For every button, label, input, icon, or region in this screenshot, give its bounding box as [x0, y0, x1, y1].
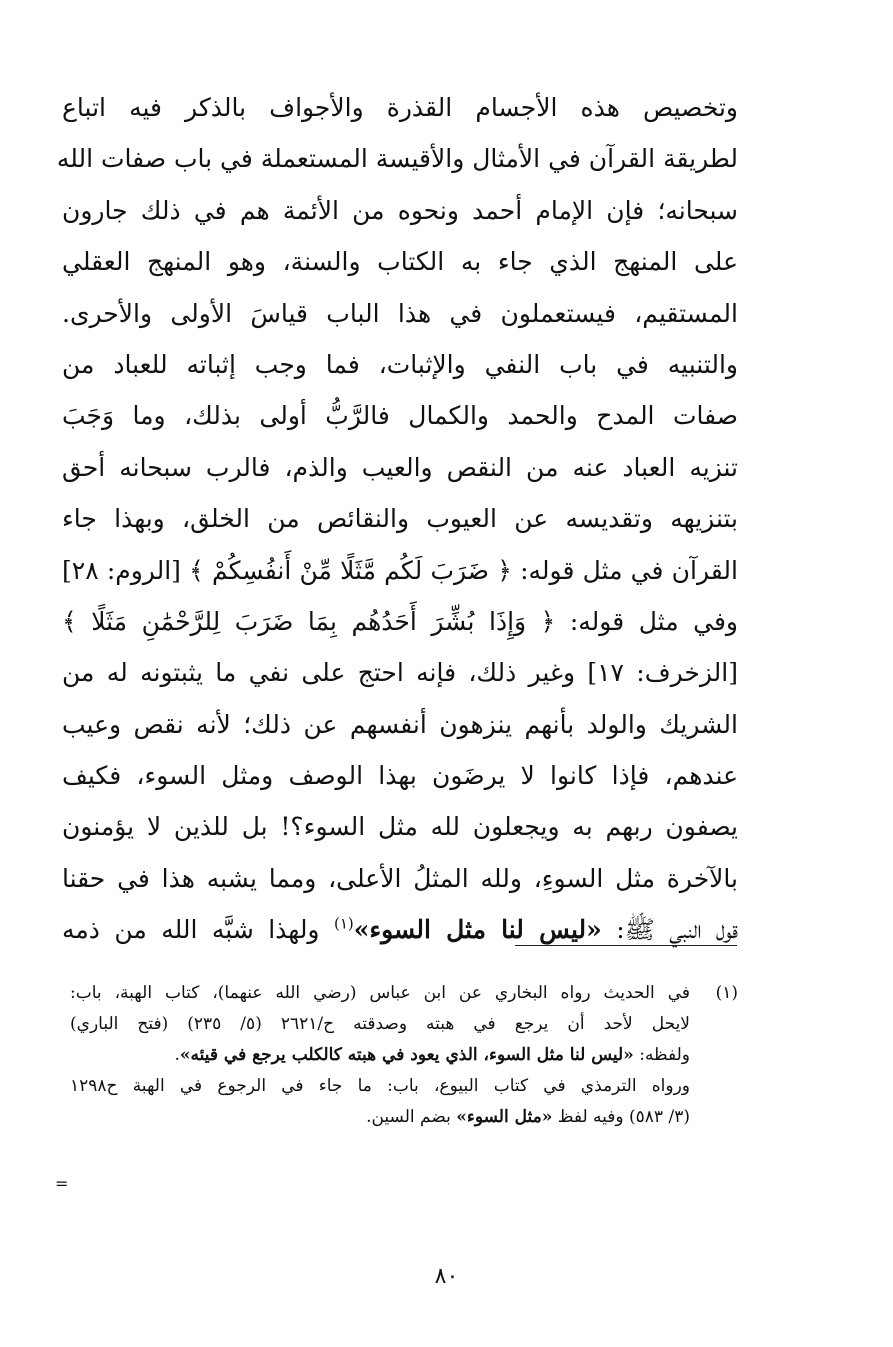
footnote-marker: (١) [333, 914, 354, 933]
footnotes [70, 978, 738, 1133]
footnote-text-suffix: بضم السين. [366, 1107, 457, 1127]
footnote-line [70, 1040, 738, 1071]
text-line: القرآن في مثل قوله: ﴿ ضَرَبَ لَكُم مَّثَلًا مِّنْ أَنفُسِكُمْ ﴾ [الروم: ٢٨] [62, 555, 738, 585]
footnote-text [70, 1102, 690, 1133]
footnote-line [70, 1102, 738, 1133]
text-line: عندهم، فإذا كانوا لا يرضَون بهذا الوصف ومثل السوء، فكيف [62, 761, 738, 791]
main-text [56, 82, 739, 956]
footnote-text-prefix: (٣/ ٥٨٣) وفيه لفظ [552, 1107, 690, 1127]
text-line: تنزيه العباد عنه من النقص والعيب والذم، فالرب سبحانه أحق [62, 452, 738, 482]
text-line: يصفون ربهم به ويجعلون لله مثل السوء؟! بل للذين لا يؤمنون [62, 812, 738, 842]
hadith-phrase: «مثل السوء» [456, 1107, 553, 1127]
margin-mark: = [55, 1174, 69, 1193]
text-line: والتنبيه في باب النفي والإثبات، فما وجب إثباته للعباد من [62, 349, 738, 379]
footnote-line [70, 1071, 738, 1102]
text-line: على المنهج الذي جاء به الكتاب والسنة، وهو المنهج العقلي [62, 247, 738, 277]
page-number: ٨٠ [434, 1264, 459, 1289]
footnote-text: لايحل لأحد أن يرجع في هبته وصدقته ح/٢٦٢١ (٥/ ٢٣٥) (فتح الباري) [70, 1014, 690, 1034]
text-line: لطريقة القرآن في الأمثال والأقيسة المستعملة في باب صفات الله [56, 144, 738, 174]
footnote-text: ورواه الترمذي في كتاب البيوع، باب: ما جاء في الرجوع في الهبة ح١٢٩٨ [70, 1076, 690, 1096]
text-line: المستقيم، فيستعملون في هذا الباب قياسَ الأولى والأحرى. [62, 298, 738, 328]
footnote-number: (١) [715, 983, 738, 1003]
footnote-text-suffix: . [174, 1045, 180, 1065]
footnote-text [70, 1040, 690, 1071]
footnote-text-prefix: ولفظه: [633, 1045, 690, 1065]
text-line: صفات المدح والحمد والكمال فالرَّبُّ أولى بذلك، وما وَجَبَ [62, 401, 738, 431]
text-line: وتخصيص هذه الأجسام القذرة والأجواف بالذكر فيه اتباع [62, 93, 738, 122]
text-line: وفي مثل قوله: ﴿ وَإِذَا بُشِّرَ أَحَدُهُم بِمَا ضَرَبَ لِلرَّحْمَٰنِ مَثَلًا ﴾ [62, 606, 738, 636]
footnote-line [70, 978, 738, 1009]
footnote-divider [515, 945, 737, 946]
text-line: بالآخرة مثل السوءِ، ولله المثلُ الأعلى، ومما يشبه هذا في حقنا [62, 863, 738, 893]
text-line: سبحانه؛ فإن الإمام أحمد ونحوه من الأئمة هم في ذلك جارون [62, 195, 738, 225]
hadith-quote: «ليس لنا مثل السوء» [353, 915, 602, 945]
text-line: [الزخرف: ١٧] وغير ذلك، فإنه احتج على نفي ما يثبتونه له من [62, 658, 738, 688]
text-line: بتنزيهه وتقديسه عن العيوب والنقائص من الخلق، وبهذا جاء [62, 504, 738, 534]
hadith-quote: «ليس لنا مثل السوء، الذي يعود في هبته كالكلب يرجع في قيئه» [179, 1045, 634, 1065]
text-line-suffix: ولهذا شبَّه الله من ذمه [62, 915, 334, 945]
text-line [62, 904, 738, 955]
footnote-text: في الحديث رواه البخاري عن ابن عباس (رضي الله عنهما)، كتاب الهبة، باب: [70, 983, 690, 1003]
text-line: الشريك والولد بأنهم ينزهون أنفسهم عن ذلك؛ لأنه نقص وعيب [62, 709, 738, 739]
text-line-prefix: قول النبي ﷺ: [601, 915, 739, 945]
footnote-line [70, 1009, 738, 1040]
